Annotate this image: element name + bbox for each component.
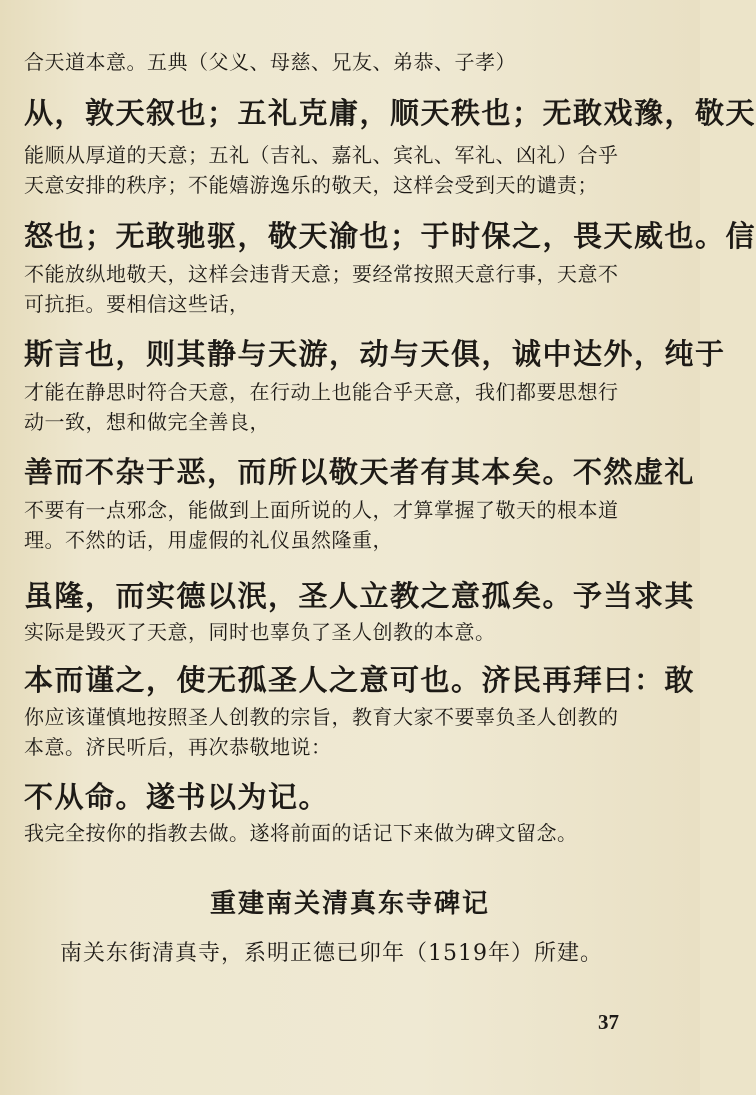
translation-line: 可抗拒。要相信这些话， — [24, 292, 250, 316]
classical-text-line: 本而谨之，使无孤圣人之意可也。济民再拜曰：敢 — [24, 663, 696, 697]
translation-line: 合天道本意。五典（父义、母慈、兄友、弟恭、子孝） — [24, 50, 516, 74]
translation-line: 实际是毁灭了天意，同时也辜负了圣人创教的本意。 — [24, 620, 496, 644]
section-title: 重建南关清真东寺碑记 — [209, 889, 490, 919]
page-number: 37 — [598, 1010, 619, 1034]
translation-line: 理。不然的话，用虚假的礼仪虽然隆重， — [24, 528, 393, 552]
classical-text-line: 斯言也，则其静与天游，动与天俱，诚中达外，纯于 — [24, 337, 726, 371]
translation-line: 才能在静思时符合天意，在行动上也能合乎天意，我们都要思想行 — [24, 380, 619, 404]
translation-line: 动一致，想和做完全善良， — [24, 410, 270, 434]
translation-line: 我完全按你的指教去做。遂将前面的话记下来做为碑文留念。 — [24, 821, 578, 845]
section-body-text: 南关东街清真寺，系明正德已卯年（1519年）所建。 — [60, 941, 603, 966]
translation-line: 不要有一点邪念，能做到上面所说的人，才算掌握了敬天的根本道 — [24, 498, 619, 522]
translation-line: 天意安排的秩序；不能嬉游逸乐的敬天，这样会受到天的谴责； — [24, 173, 598, 197]
classical-text-line: 不从命。遂书以为记。 — [24, 780, 330, 814]
translation-line: 不能放纵地敬天，这样会违背天意；要经常按照天意行事，天意不 — [24, 262, 619, 286]
translation-line: 本意。济民听后，再次恭敬地说： — [24, 735, 332, 759]
translation-line: 能顺从厚道的天意；五礼（吉礼、嘉礼、宾礼、军礼、凶礼）合乎 — [24, 143, 619, 167]
classical-text-line: 善而不杂于恶，而所以敬天者有其本矣。不然虚礼 — [24, 455, 696, 489]
classical-text-line: 从，敦天叙也；五礼克庸，顺天秩也；无敢戏豫，敬天 — [24, 96, 756, 130]
classical-text-line: 怒也；无敢驰驱，敬天渝也；于时保之，畏天威也。信 — [24, 219, 756, 253]
translation-line: 你应该谨慎地按照圣人创教的宗旨，教育大家不要辜负圣人创教的 — [24, 705, 619, 729]
classical-text-line: 虽隆，而实德以泯，圣人立教之意孤矣。予当求其 — [24, 579, 696, 613]
